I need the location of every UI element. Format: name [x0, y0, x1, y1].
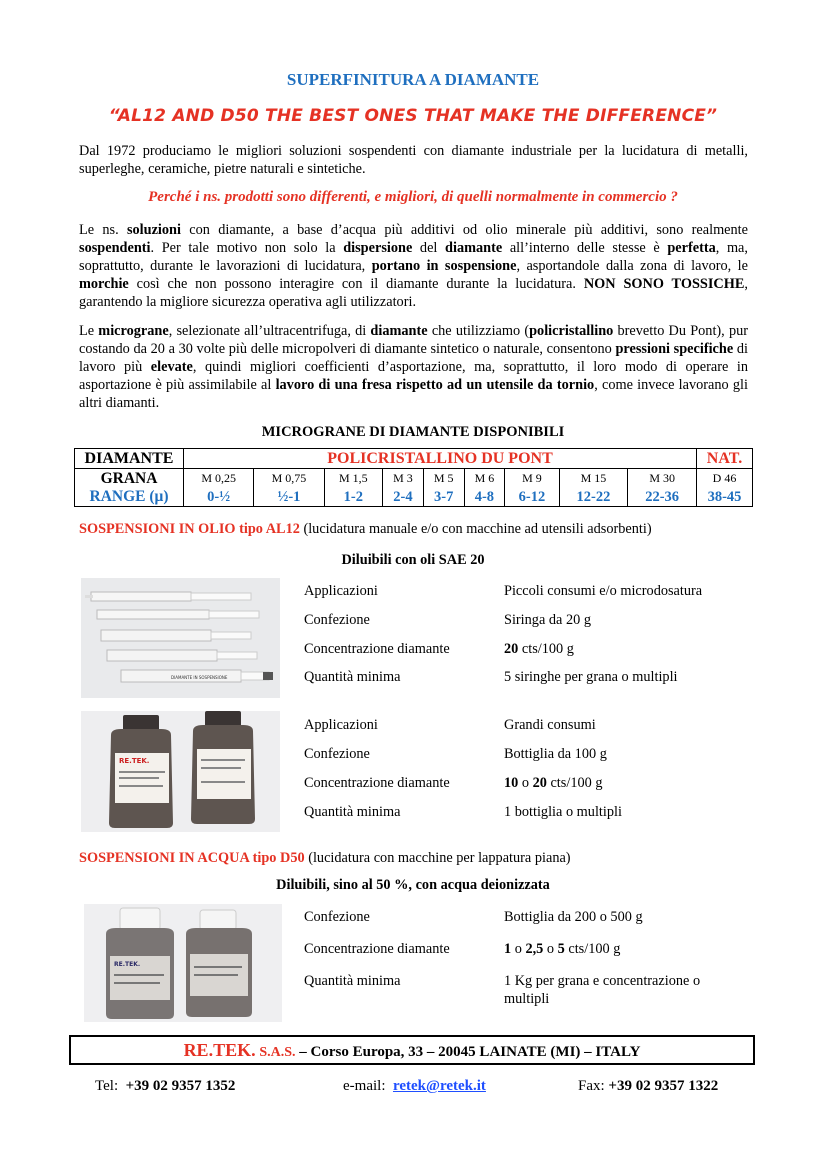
grana-cell: M 5: [423, 469, 464, 488]
para2-segment: diamante: [370, 323, 428, 339]
d50-value-concentrazione: 1 o 2,5 o 5 cts/100 g: [504, 941, 621, 957]
syringe-value-applicazioni: Piccoli consumi e/o microdosatura: [504, 583, 703, 599]
range-cell: 3-7: [423, 487, 464, 507]
para1-segment: . Per tale motivo non solo la: [150, 240, 344, 256]
syringe-label-applicazioni: Applicazioni: [304, 583, 378, 599]
d50-value-confezione: Bottiglia da 200 o 500 g: [504, 909, 643, 925]
syringe-3: [101, 630, 251, 641]
row-labels: [75, 469, 184, 507]
d50-label-confezione: Confezione: [304, 909, 370, 925]
para1-segment: soluzioni: [126, 222, 181, 238]
d50-label-quantita: Quantità minima: [304, 973, 401, 989]
d50-subheading: Diluibili, sino al 50 %, con acqua deionizzata: [276, 877, 550, 893]
d50-label-concentrazione: Concentrazione diamante: [304, 941, 450, 957]
grana-cell: M 3: [383, 469, 424, 488]
syringe-value-concentrazione: 20 cts/100 g: [504, 641, 574, 657]
para1-segment: , asportandole dalla zona di lavoro, le: [516, 258, 748, 274]
para2-segment: Le: [79, 323, 99, 339]
bottle-left: [109, 715, 173, 828]
intro-paragraph: Dal 1972 produciamo le migliori soluzioni sospendenti con diamante industriale per la lucidatura di metalli, superleghe, ceramiche, pietre naturali e sintetiche.: [79, 143, 748, 177]
para1-segment: dispersione: [343, 240, 413, 256]
para2-segment: pressioni specifiche: [615, 341, 734, 357]
d50-heading-red: SOSPENSIONI IN ACQUA tipo D50: [79, 850, 305, 866]
d50-value-quantita: 1 Kg per grana e concentrazione o multipli: [504, 973, 701, 1007]
para2-segment: brevetto Du Pont), pur costando da 20 a 30 volte più delle micropolveri di diamante sintetico o naturale, consentono: [79, 323, 748, 357]
para1-segment: all’interno delle stesse è: [502, 240, 668, 256]
table-title: MICROGRANE DI DIAMANTE DISPONIBILI: [261, 424, 565, 440]
syringe-label-quantita: Quantità minima: [304, 669, 401, 685]
al12-heading-red: SOSPENSIONI IN OLIO tipo AL12: [79, 521, 300, 537]
grana-cell: M 15: [559, 469, 628, 488]
contact-fax: [578, 1078, 718, 1095]
para1-segment: , garantendo la migliore sicurezza operativa agli utilizzatori.: [79, 276, 748, 310]
grana-cell: M 0,25: [184, 469, 254, 488]
syringe-label-confezione: Confezione: [304, 612, 370, 628]
para2-segment: , quindi migliori coefficienti d’asportazione, ma, soprattutto, il loro modo di operare in asportazione è più assimilabile al: [79, 359, 748, 393]
grana-cell: D 46: [697, 469, 753, 488]
para2-segment: lavoro di una fresa rispetto ad un utensile da tornio: [275, 377, 595, 393]
row-label-grana: GRANA: [100, 469, 158, 487]
range-cell: 4-8: [464, 487, 505, 507]
range-cell: 6-12: [505, 487, 559, 507]
syringe-5: [121, 670, 273, 682]
bottle-label-applicazioni: Applicazioni: [304, 717, 378, 733]
para1-segment: morchie: [79, 276, 129, 292]
d50-bottles-photo: [84, 904, 282, 1022]
email-link[interactable]: retek@retek.it: [392, 1078, 486, 1094]
d50-bottle-brand-text: RE.TEK.: [114, 961, 141, 968]
syringe-2: [97, 610, 259, 619]
col-nat: NAT.: [697, 449, 753, 469]
bottle-value-concentrazione: 10 o 20 cts/100 g: [504, 775, 603, 791]
bottle-brand-text: RE.TEK.: [119, 757, 150, 765]
grana-cell: M 0,75: [254, 469, 324, 488]
bottle-label-concentrazione: Concentrazione diamante: [304, 775, 450, 791]
d50-heading-rest: (lucidatura con macchine per lappatura piana): [304, 850, 571, 866]
syringe-1: [85, 592, 251, 601]
company-address: – Corso Europa, 33 – 20045 LAINATE (MI) – ITALY: [295, 1044, 641, 1060]
para2-segment: elevate: [150, 359, 193, 375]
al12-heading-rest: (lucidatura manuale e/o con macchine ad utensili adsorbenti): [299, 521, 652, 537]
para1-segment: NON SONO TOSSICHE: [583, 276, 745, 292]
para1-segment: così che non possono interagire con il diamante durante la lucidatura.: [128, 276, 584, 292]
email-label: e-mail:: [343, 1078, 386, 1094]
tel-number: +39 02 9357 1352: [125, 1078, 236, 1094]
contact-email: [343, 1078, 486, 1095]
page-subtitle: “AL12 AND D50 THE BEST ONES THAT MAKE THE DIFFERENCE”: [108, 106, 718, 126]
col-diamante: DIAMANTE: [75, 449, 184, 469]
grana-cell: M 6: [464, 469, 505, 488]
range-cell: 22-36: [628, 487, 697, 507]
bottle-value-confezione: Bottiglia da 100 g: [504, 746, 607, 762]
para2-segment: policristallino: [529, 323, 614, 339]
bottle-value-applicazioni: Grandi consumi: [504, 717, 596, 733]
question-heading: Perché i ns. prodotti sono differenti, e migliori, di quelli normalmente in commercio ?: [148, 189, 678, 205]
range-cell: 2-4: [383, 487, 424, 507]
company-name: RE.TEK.: [183, 1040, 256, 1060]
para2-segment: di lavoro più: [79, 341, 748, 375]
range-cell: 12-22: [559, 487, 628, 507]
para1-segment: del: [412, 240, 446, 256]
syringe-photo: [81, 578, 280, 698]
al12-subheading: Diluibili con oli SAE 20: [341, 552, 485, 568]
grana-cell: M 1,5: [324, 469, 382, 488]
bottle-right: [191, 711, 255, 824]
para2-segment: , come invece lavorano gli altri diamanti.: [79, 377, 749, 411]
para2-segment: micrograne: [98, 323, 169, 339]
row-label-range: RANGE (μ): [89, 487, 169, 505]
al12-heading: [79, 521, 652, 538]
page-title: SUPERFINITURA A DIAMANTE: [286, 70, 540, 89]
para1-segment: sospendenti: [79, 240, 151, 256]
para1-segment: diamante: [445, 240, 503, 256]
para1-segment: , ma, soprattutto, durante le lavorazioni di lucidatura,: [79, 240, 748, 274]
para1-segment: perfetta: [667, 240, 716, 256]
solutions-paragraph: [79, 221, 748, 311]
syringe-value-confezione: Siringa da 20 g: [504, 612, 591, 628]
grain-table: [74, 448, 753, 507]
range-cell: 0-½: [184, 487, 254, 507]
para1-segment: portano in sospensione: [371, 258, 517, 274]
company-sas: S.A.S.: [259, 1045, 296, 1060]
grana-cell: M 30: [628, 469, 697, 488]
bottle-value-quantita: 1 bottiglia o multipli: [504, 804, 622, 820]
micrograne-paragraph: [79, 322, 748, 412]
grana-cell: M 9: [505, 469, 559, 488]
company-address-box: [69, 1035, 755, 1065]
contact-tel: [95, 1078, 235, 1095]
range-cell: 38-45: [697, 487, 753, 507]
syringe-label-text: DIAMANTE IN SOSPENSIONE: [171, 675, 228, 680]
para1-segment: Le ns.: [79, 222, 127, 238]
fax-number: +39 02 9357 1322: [608, 1078, 719, 1094]
para2-segment: , selezionate all’ultracentrifuga, di: [168, 323, 371, 339]
col-policristallino: POLICRISTALLINO DU PONT: [184, 449, 697, 469]
para1-segment: con diamante, a base d’acqua più additivi od olio minerale più additivi, sono realmente: [180, 222, 748, 238]
bottle-photo: [81, 711, 280, 832]
syringe-4: [107, 650, 257, 661]
range-cell: ½-1: [254, 487, 324, 507]
tel-label: Tel:: [95, 1078, 119, 1094]
d50-heading: [79, 850, 571, 867]
fax-label: Fax:: [578, 1078, 605, 1094]
syringe-label-concentrazione: Concentrazione diamante: [304, 641, 450, 657]
para2-segment: che utilizziamo (: [427, 323, 530, 339]
bottle-label-confezione: Confezione: [304, 746, 370, 762]
range-cell: 1-2: [324, 487, 382, 507]
bottle-label-quantita: Quantità minima: [304, 804, 401, 820]
syringe-value-quantita: 5 siringhe per grana o multipli: [504, 669, 678, 685]
